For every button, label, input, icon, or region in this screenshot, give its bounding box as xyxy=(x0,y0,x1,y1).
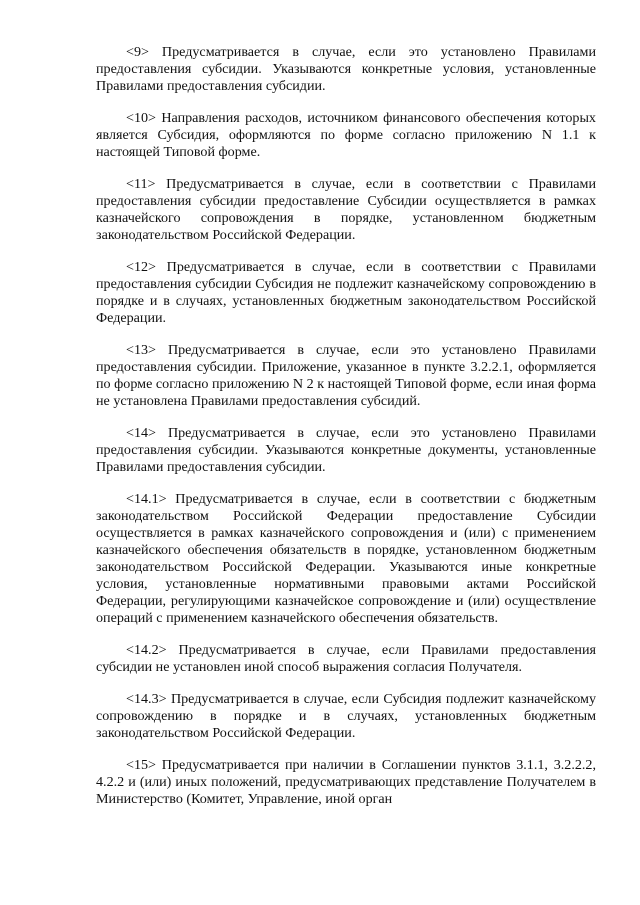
footnote-12 xyxy=(96,259,596,327)
footnote-text: Предусматривается в случае, если это установлено Правилами предоставления субсидии. Указываются конкретные условия, установленные Правилами предоставления субсидии. xyxy=(96,44,596,94)
footnote-11 xyxy=(96,176,596,244)
document-page xyxy=(96,44,596,884)
footnote-marker: <10> xyxy=(126,110,156,126)
footnote-marker: <14.1> xyxy=(126,491,167,507)
footnote-marker: <11> xyxy=(126,176,156,192)
footnote-marker: <14.2> xyxy=(126,642,167,658)
footnote-15 xyxy=(96,757,596,808)
footnote-14-1 xyxy=(96,491,596,627)
footnote-text: Предусматривается в случае, если в соответствии с Правилами предоставления субсидии предоставление Субсидии осуществляется в рамках казначейского сопровождения в порядке, установленном бюджетным законодательством Российской Федерации. xyxy=(96,176,596,243)
footnote-14-2 xyxy=(96,642,596,676)
footnote-14-3 xyxy=(96,691,596,742)
footnote-text: Предусматривается при наличии в Соглашении пунктов 3.1.1, 3.2.2.2, 4.2.2 и (или) иных положений, предусматривающих представление Получателем в Министерство (Комитет, Управление, иной орган xyxy=(96,757,596,807)
footnote-marker: <15> xyxy=(126,757,156,773)
footnote-text: Предусматривается в случае, если в соответствии с бюджетным законодательством Российской Федерации предоставление Субсидии осуществляется в рамках казначейского сопровождения и (или) с применением казначейского обеспечения обязательств в порядке, установленном бюджетным законодательством Российской Федерации. Указываются иные конкретные условия, установленные нормативными правовыми актами Российской Федерации, регулирующими казначейское сопровождение и (или) осуществление операций с применением казначейского обеспечения обязательств. xyxy=(96,491,596,626)
footnote-text: Предусматривается в случае, если Правилами предоставления субсидии не установлен иной способ выражения согласия Получателя. xyxy=(96,642,596,675)
footnote-text: Предусматривается в случае, если это установлено Правилами предоставления субсидии. Приложение, указанное в пункте 3.2.2.1, оформляется по форме согласно приложению N 2 к настоящей Типовой форме, если иная форма не установлена Правилами предоставления субсидий. xyxy=(96,342,596,409)
footnote-10 xyxy=(96,110,596,161)
footnote-marker: <12> xyxy=(126,259,156,275)
footnote-text: Предусматривается в случае, если в соответствии с Правилами предоставления субсидии Субсидия не подлежит казначейскому сопровождению в порядке и в случаях, установленных бюджетным законодательством Российской Федерации. xyxy=(96,259,597,326)
footnote-text: Предусматривается в случае, если Субсидия подлежит казначейскому сопровождению в порядке и в случаях, установленных бюджетным законодательством Российской Федерации. xyxy=(96,691,596,741)
footnote-text: Направления расходов, источником финансового обеспечения которых является Субсидия, оформляются по форме согласно приложению N 1.1 к настоящей Типовой форме. xyxy=(96,110,596,160)
footnote-marker: <14.3> xyxy=(126,691,167,707)
footnote-text: Предусматривается в случае, если это установлено Правилами предоставления субсидии. Указываются конкретные документы, установленные Правилами предоставления субсидии. xyxy=(96,425,596,475)
footnote-marker: <14> xyxy=(126,425,156,441)
footnote-14 xyxy=(96,425,596,476)
footnote-13 xyxy=(96,342,596,410)
footnote-marker: <13> xyxy=(126,342,156,358)
footnote-9 xyxy=(96,44,596,95)
footnote-marker: <9> xyxy=(126,44,149,60)
